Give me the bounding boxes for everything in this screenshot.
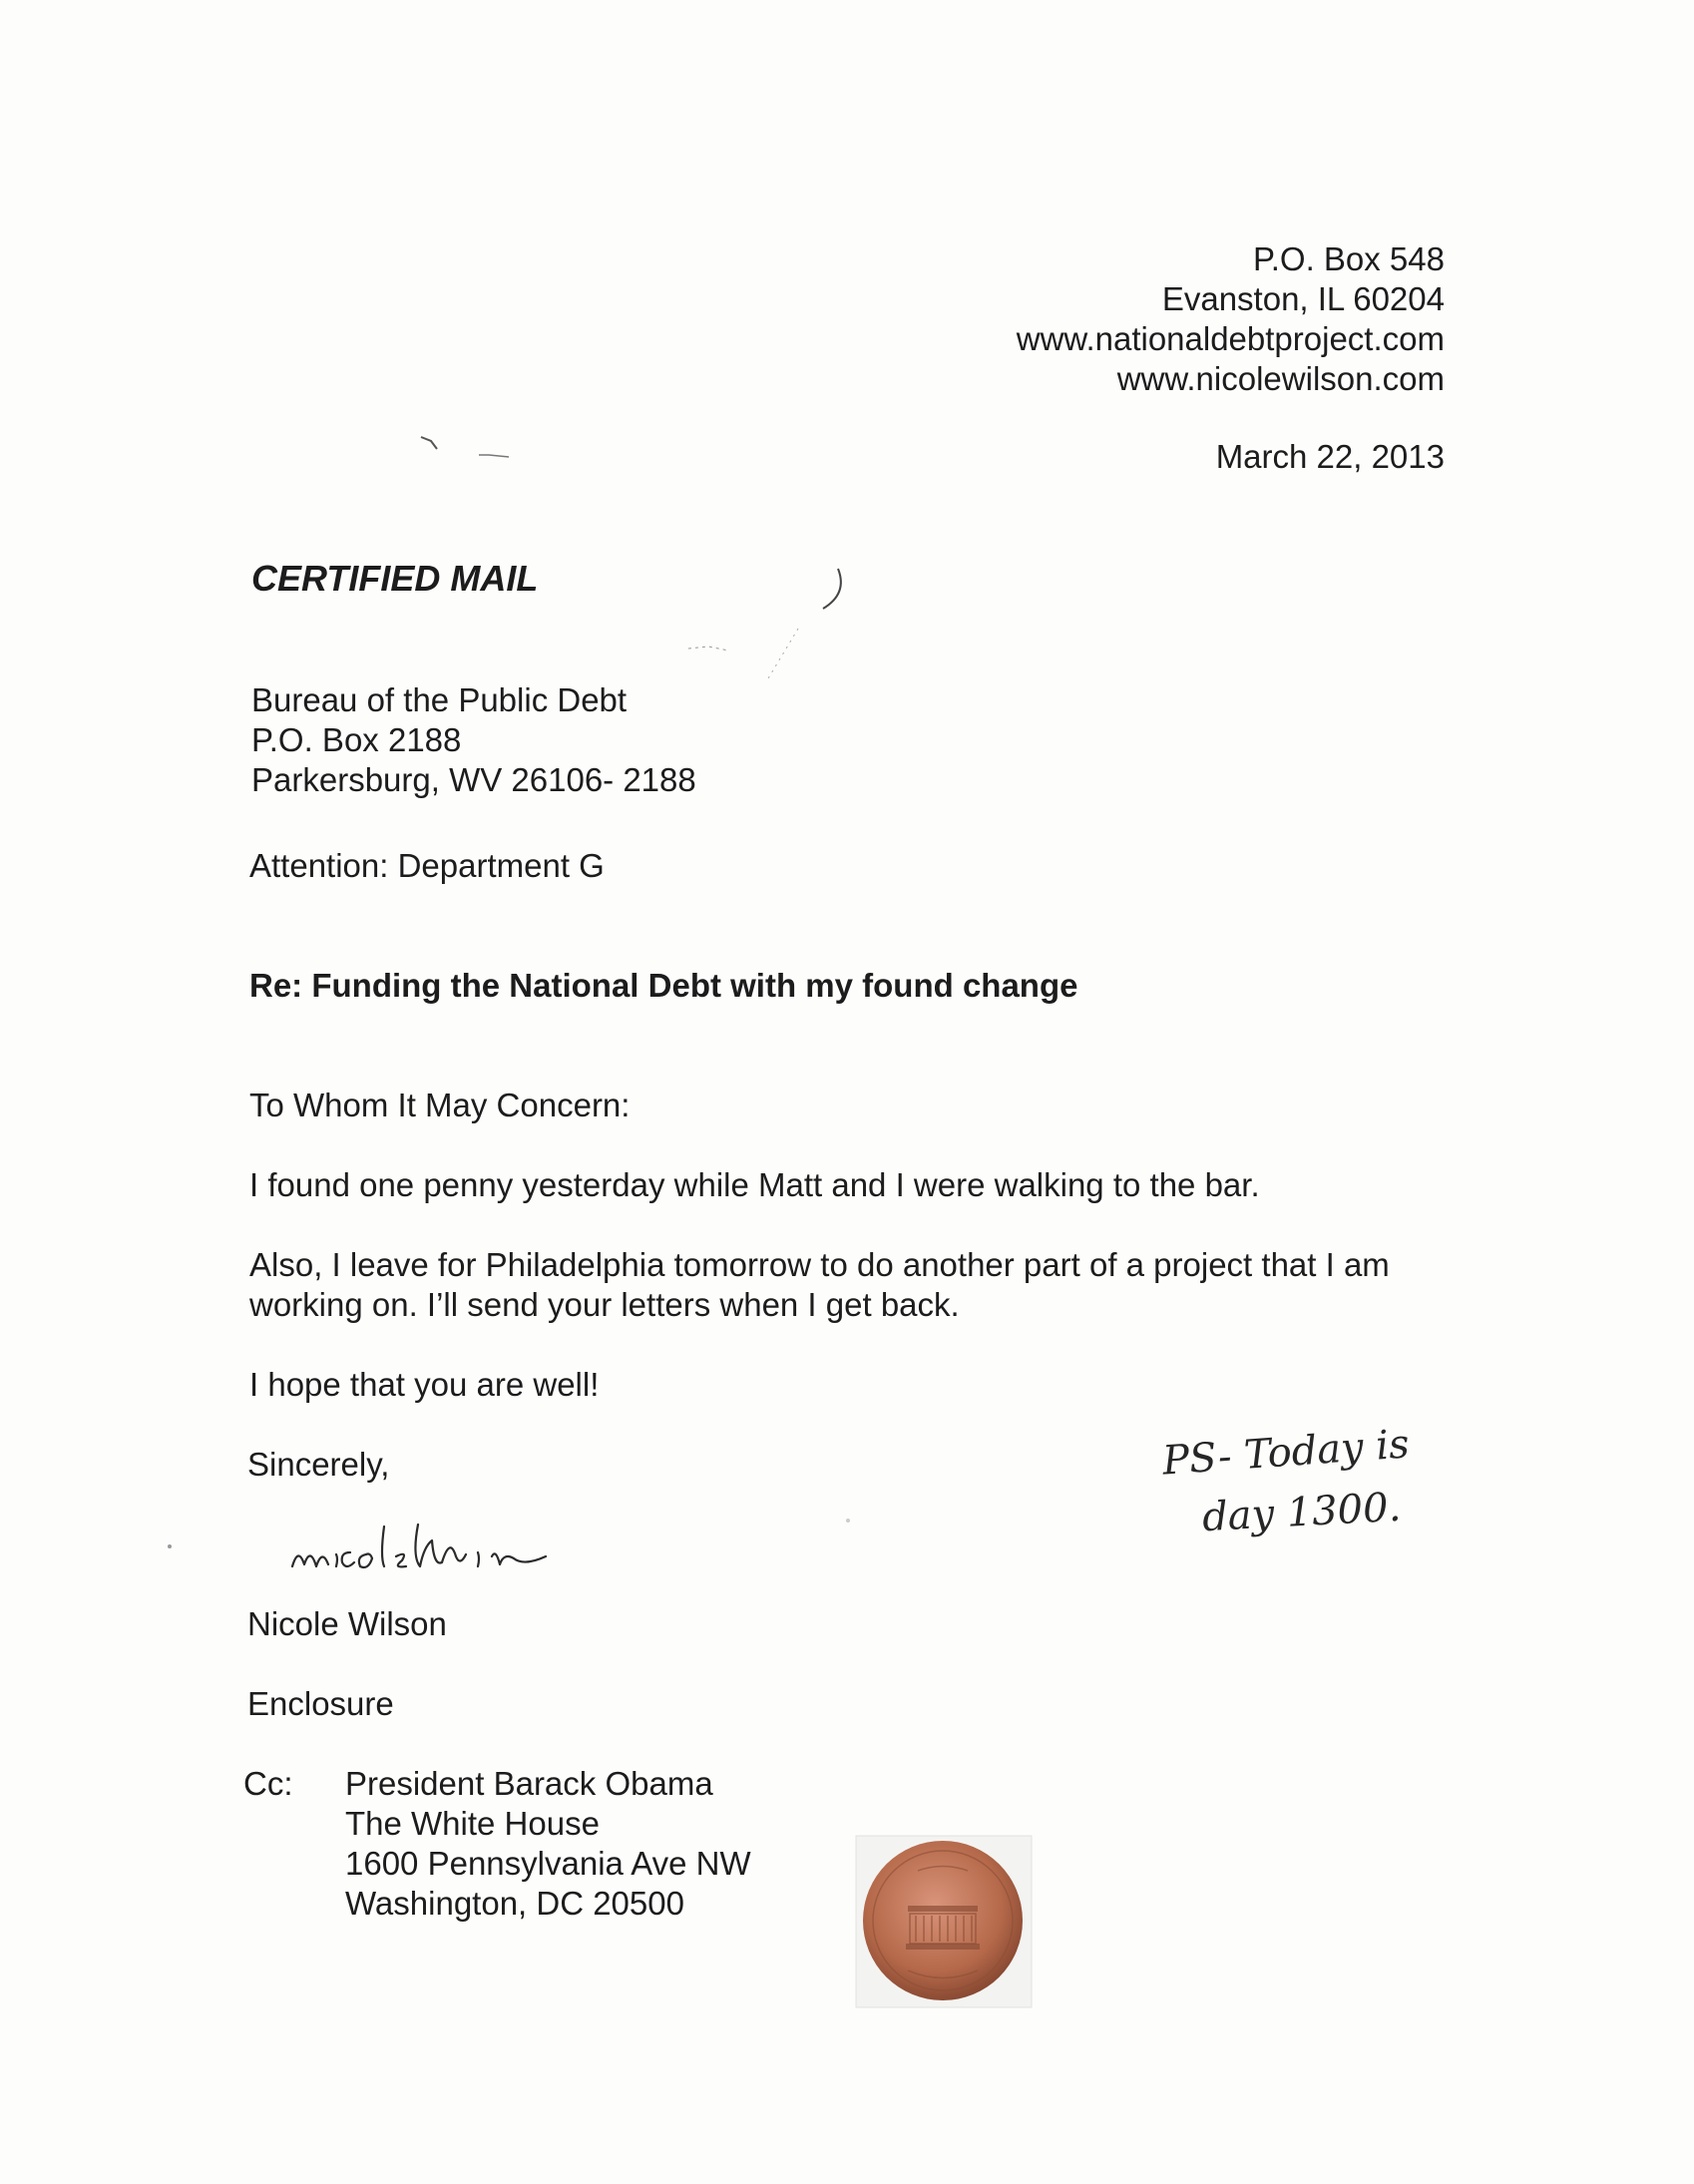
sender-city: Evanston, IL 60204 [1161,280,1445,317]
recipient-address [251,680,696,800]
cc-line-2: The White House [345,1805,600,1842]
scan-dot [846,1519,850,1523]
sender-address [1017,239,1445,399]
enclosure-note: Enclosure [247,1685,394,1722]
salutation: To Whom It May Concern: [249,1087,631,1123]
body-paragraph-2-line-2: working on. I’ll send your letters when I get back. [249,1286,960,1323]
penny-coin-icon [848,1826,1038,2015]
attention-line: Attention: Department G [249,847,605,884]
letter-date: March 22, 2013 [1215,438,1445,475]
recipient-po-box: P.O. Box 2188 [251,721,462,758]
certified-mail-heading: CERTIFIED MAIL [251,558,539,599]
sender-po-box: P.O. Box 548 [1252,240,1445,277]
recipient-name: Bureau of the Public Debt [251,681,628,718]
body-paragraph-2 [249,1245,1496,1325]
recipient-city: Parkersburg, WV 26106- 2188 [251,761,696,798]
body-paragraph-3: I hope that you are well! [249,1366,600,1403]
scan-dot [168,1544,172,1548]
handwritten-ps-note [1160,1421,1462,1566]
cc-line-4: Washington, DC 20500 [345,1885,684,1922]
closing: Sincerely, [247,1446,390,1483]
cc-line-3: 1600 Pennsylvania Ave NW [345,1845,751,1882]
sender-website-1: www.nationaldebtproject.com [1016,320,1445,357]
ps-note-line-2: day 1300. [1200,1484,1403,1541]
body-paragraph-1: I found one penny yesterday while Matt and I were walking to the bar. [249,1166,1260,1203]
signer-name: Nicole Wilson [247,1605,447,1642]
ps-note-line-1: PS- Today is [1160,1421,1412,1485]
body-paragraph-2-line-1: Also, I leave for Philadelphia tomorrow to do another part of a project that I am [249,1246,1390,1283]
sender-website-2: www.nicolewilson.com [1116,360,1445,397]
handwritten-signature [284,1497,574,1586]
cc-address [345,1764,751,1924]
cc-line-1: President Barack Obama [345,1765,713,1802]
cc-label: Cc: [243,1765,293,1802]
subject-line: Re: Funding the National Debt with my found change [249,967,1078,1004]
